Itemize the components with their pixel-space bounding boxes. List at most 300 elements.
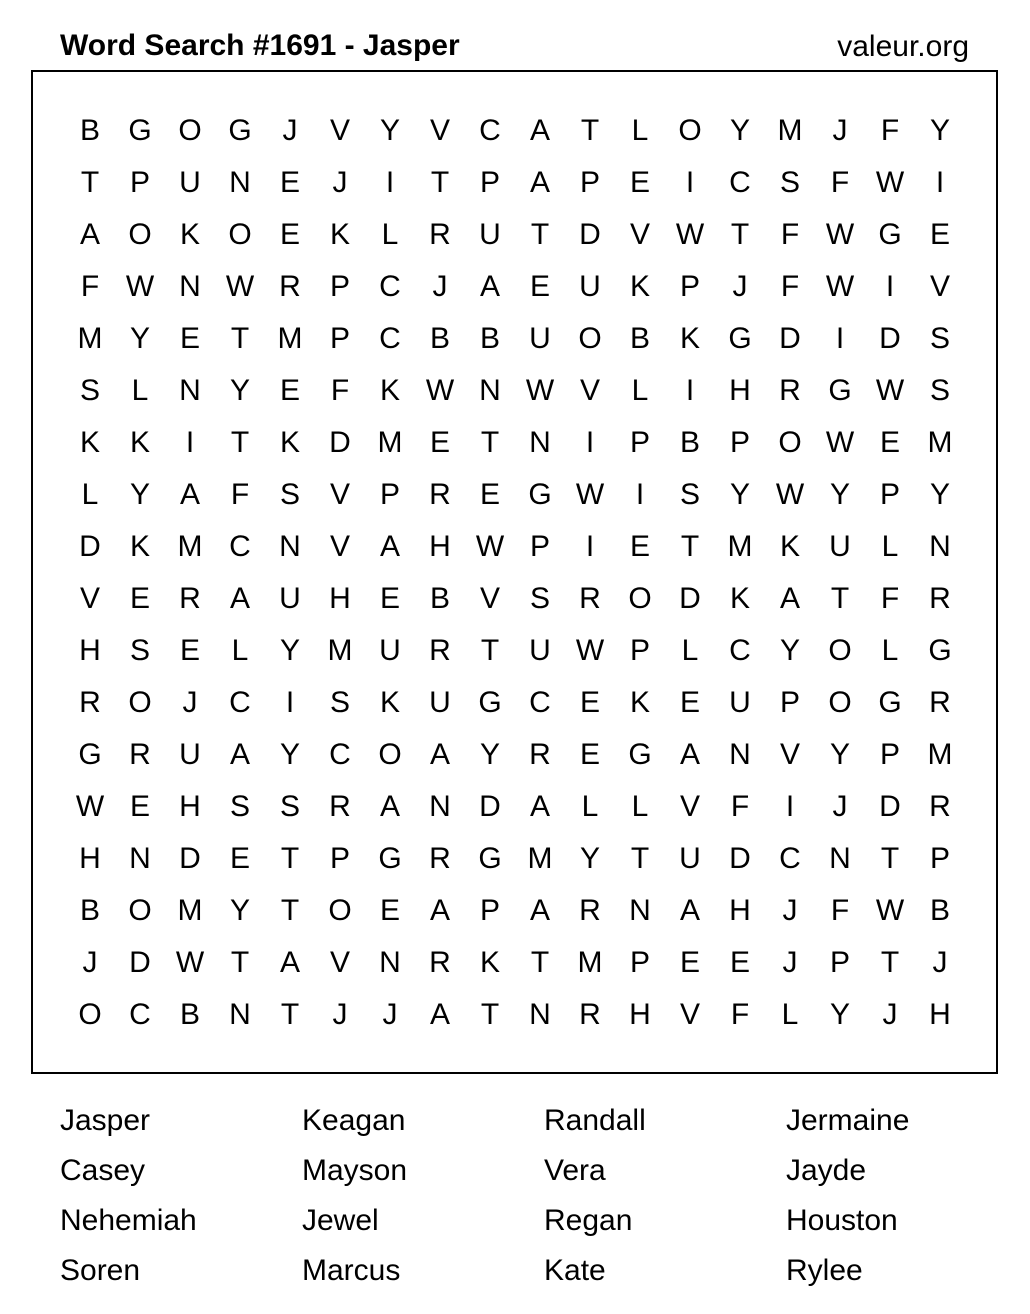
- grid-letter: C: [729, 634, 751, 667]
- grid-letter: S: [329, 686, 350, 719]
- word-list-item: Soren: [60, 1254, 141, 1287]
- word-list-item: Houston: [786, 1204, 898, 1237]
- grid-letter: E: [179, 634, 200, 667]
- grid-letter: V: [329, 478, 350, 511]
- grid-letter: N: [229, 166, 251, 199]
- grid-letter: L: [81, 478, 99, 511]
- grid-letter: N: [379, 946, 401, 979]
- grid-letter: C: [329, 738, 351, 771]
- grid-letter: Y: [129, 322, 150, 355]
- puzzle-grid: [31, 70, 998, 1074]
- grid-letter: G: [228, 114, 252, 147]
- grid-letter: H: [729, 894, 751, 927]
- grid-letter: P: [829, 946, 850, 979]
- grid-letter: C: [379, 270, 401, 303]
- grid-letter: L: [581, 790, 599, 823]
- grid-letter: R: [429, 218, 451, 251]
- grid-letter: H: [729, 374, 751, 407]
- grid-letter: K: [179, 218, 200, 251]
- grid-letter: D: [579, 218, 601, 251]
- page-title: Word Search #1691 - Jasper: [60, 29, 460, 62]
- grid-letter: L: [631, 374, 649, 407]
- grid-letter: W: [675, 218, 705, 251]
- grid-letter: J: [182, 686, 198, 719]
- grid-letter: A: [179, 478, 200, 511]
- grid-letter: T: [730, 218, 750, 251]
- grid-letter: P: [879, 478, 900, 511]
- grid-letter: T: [230, 322, 250, 355]
- word-list-item: Vera: [544, 1154, 606, 1187]
- grid-letter: Y: [229, 374, 250, 407]
- grid-letter: O: [328, 894, 352, 927]
- grid-letter: N: [829, 842, 851, 875]
- grid-letter: E: [129, 790, 150, 823]
- grid-letter: Y: [279, 738, 300, 771]
- grid-letter: F: [830, 166, 850, 199]
- grid-letter: T: [230, 946, 250, 979]
- grid-letter: E: [579, 738, 600, 771]
- grid-letter: U: [179, 738, 201, 771]
- grid-letter: P: [629, 426, 650, 459]
- grid-letter: S: [79, 374, 100, 407]
- grid-letter: E: [729, 946, 750, 979]
- grid-letter: P: [379, 478, 400, 511]
- grid-letter: W: [125, 270, 155, 303]
- grid-letter: J: [382, 998, 398, 1031]
- grid-letter: P: [129, 166, 150, 199]
- grid-letter: S: [929, 322, 950, 355]
- grid-letter: L: [681, 634, 699, 667]
- grid-letter: V: [79, 582, 100, 615]
- site-name: valeur.org: [837, 30, 969, 63]
- grid-letter: E: [529, 270, 550, 303]
- grid-letter: T: [880, 842, 900, 875]
- word-list-item: Keagan: [302, 1104, 406, 1137]
- grid-letter: T: [480, 426, 500, 459]
- grid-letter: T: [230, 426, 250, 459]
- word-list-item: Jasper: [60, 1104, 151, 1137]
- grid-letter: R: [79, 686, 101, 719]
- word-list-item: Regan: [544, 1204, 633, 1237]
- grid-letter: I: [635, 478, 645, 511]
- grid-letter: E: [929, 218, 950, 251]
- word-list: [60, 1096, 1020, 1306]
- word-list-item: Nehemiah: [60, 1204, 197, 1237]
- grid-letter: H: [429, 530, 451, 563]
- grid-letter: N: [479, 374, 501, 407]
- grid-letter: A: [279, 946, 300, 979]
- grid-letter: O: [228, 218, 252, 251]
- grid-letter: M: [927, 738, 953, 771]
- letter-grid: [33, 72, 996, 1072]
- grid-letter: N: [529, 998, 551, 1031]
- grid-letter: H: [929, 998, 951, 1031]
- grid-letter: O: [628, 582, 652, 615]
- grid-letter: O: [828, 686, 852, 719]
- grid-letter: V: [629, 218, 650, 251]
- grid-letter: J: [82, 946, 98, 979]
- grid-letter: Y: [829, 998, 850, 1031]
- word-list-item: Mayson: [302, 1154, 408, 1187]
- grid-letter: E: [279, 374, 300, 407]
- grid-letter: D: [179, 842, 201, 875]
- grid-letter: E: [179, 322, 200, 355]
- grid-letter: I: [585, 530, 595, 563]
- grid-letter: R: [579, 998, 601, 1031]
- grid-letter: S: [779, 166, 800, 199]
- grid-letter: S: [229, 790, 250, 823]
- grid-letter: K: [379, 374, 400, 407]
- grid-letter: O: [778, 426, 802, 459]
- grid-letter: B: [929, 894, 950, 927]
- grid-letter: H: [79, 842, 101, 875]
- grid-letter: F: [80, 270, 100, 303]
- grid-letter: K: [629, 686, 650, 719]
- grid-letter: G: [478, 686, 502, 719]
- grid-letter: A: [679, 738, 700, 771]
- grid-letter: A: [79, 218, 100, 251]
- grid-letter: C: [479, 114, 501, 147]
- word-list-item: Rylee: [786, 1254, 863, 1287]
- grid-letter: U: [529, 322, 551, 355]
- grid-letter: T: [480, 634, 500, 667]
- grid-letter: U: [479, 218, 501, 251]
- grid-letter: K: [279, 426, 300, 459]
- grid-letter: R: [929, 790, 951, 823]
- grid-letter: C: [379, 322, 401, 355]
- grid-letter: M: [577, 946, 603, 979]
- grid-letter: S: [679, 478, 700, 511]
- grid-letter: T: [630, 842, 650, 875]
- grid-letter: D: [729, 842, 751, 875]
- grid-letter: T: [680, 530, 700, 563]
- grid-letter: T: [280, 998, 300, 1031]
- grid-letter: R: [279, 270, 301, 303]
- grid-letter: B: [179, 998, 200, 1031]
- grid-letter: M: [277, 322, 303, 355]
- grid-letter: Y: [279, 634, 300, 667]
- grid-letter: M: [177, 530, 203, 563]
- grid-letter: E: [279, 218, 300, 251]
- grid-letter: T: [880, 946, 900, 979]
- grid-letter: K: [379, 686, 400, 719]
- grid-letter: V: [579, 374, 600, 407]
- grid-letter: H: [629, 998, 651, 1031]
- grid-letter: B: [429, 582, 450, 615]
- grid-letter: O: [128, 894, 152, 927]
- grid-letter: A: [779, 582, 800, 615]
- grid-letter: L: [781, 998, 799, 1031]
- grid-letter: R: [429, 634, 451, 667]
- grid-letter: A: [429, 894, 450, 927]
- grid-letter: R: [579, 894, 601, 927]
- grid-letter: M: [927, 426, 953, 459]
- grid-letter: J: [332, 998, 348, 1031]
- grid-letter: W: [575, 634, 605, 667]
- grid-letter: K: [679, 322, 700, 355]
- grid-letter: W: [775, 478, 805, 511]
- grid-letter: W: [875, 894, 905, 927]
- grid-letter: V: [429, 114, 450, 147]
- grid-letter: O: [178, 114, 202, 147]
- grid-letter: S: [279, 478, 300, 511]
- grid-letter: A: [529, 114, 550, 147]
- grid-letter: R: [929, 582, 951, 615]
- grid-letter: N: [529, 426, 551, 459]
- grid-letter: I: [185, 426, 195, 459]
- grid-letter: G: [928, 634, 952, 667]
- grid-letter: N: [279, 530, 301, 563]
- grid-letter: E: [579, 686, 600, 719]
- grid-letter: P: [879, 738, 900, 771]
- grid-letter: D: [879, 322, 901, 355]
- grid-letter: L: [881, 530, 899, 563]
- grid-letter: T: [830, 582, 850, 615]
- grid-letter: T: [280, 842, 300, 875]
- grid-letter: U: [379, 634, 401, 667]
- grid-letter: K: [779, 530, 800, 563]
- grid-letter: E: [629, 530, 650, 563]
- grid-letter: Y: [229, 894, 250, 927]
- grid-letter: P: [679, 270, 700, 303]
- grid-letter: R: [429, 946, 451, 979]
- grid-letter: Y: [729, 478, 750, 511]
- grid-letter: I: [585, 426, 595, 459]
- grid-letter: O: [678, 114, 702, 147]
- grid-letter: T: [580, 114, 600, 147]
- grid-letter: I: [885, 270, 895, 303]
- grid-letter: E: [379, 894, 400, 927]
- grid-letter: O: [128, 218, 152, 251]
- grid-letter: F: [330, 374, 350, 407]
- grid-letter: A: [229, 582, 250, 615]
- grid-letter: L: [231, 634, 249, 667]
- grid-letter: F: [730, 790, 750, 823]
- grid-letter: K: [729, 582, 750, 615]
- grid-letter: L: [631, 114, 649, 147]
- grid-letter: I: [285, 686, 295, 719]
- grid-letter: C: [779, 842, 801, 875]
- word-list-item: Marcus: [302, 1254, 401, 1287]
- grid-letter: J: [332, 166, 348, 199]
- grid-letter: D: [679, 582, 701, 615]
- grid-letter: R: [429, 842, 451, 875]
- grid-letter: V: [329, 530, 350, 563]
- grid-letter: J: [832, 790, 848, 823]
- grid-letter: R: [579, 582, 601, 615]
- grid-letter: B: [479, 322, 500, 355]
- grid-letter: U: [529, 634, 551, 667]
- grid-letter: A: [379, 530, 400, 563]
- grid-letter: G: [628, 738, 652, 771]
- grid-letter: C: [529, 686, 551, 719]
- grid-letter: E: [129, 582, 150, 615]
- grid-letter: P: [479, 894, 500, 927]
- grid-letter: W: [875, 166, 905, 199]
- grid-letter: E: [229, 842, 250, 875]
- grid-letter: N: [229, 998, 251, 1031]
- grid-letter: R: [779, 374, 801, 407]
- grid-letter: M: [777, 114, 803, 147]
- grid-letter: A: [229, 738, 250, 771]
- grid-letter: T: [530, 946, 550, 979]
- grid-letter: R: [179, 582, 201, 615]
- grid-letter: K: [79, 426, 100, 459]
- grid-letter: T: [280, 894, 300, 927]
- grid-letter: W: [425, 374, 455, 407]
- grid-letter: P: [729, 426, 750, 459]
- grid-letter: W: [225, 270, 255, 303]
- grid-letter: D: [779, 322, 801, 355]
- word-list-item: Jayde: [786, 1154, 867, 1187]
- grid-letter: F: [880, 582, 900, 615]
- grid-letter: A: [679, 894, 700, 927]
- grid-letter: J: [282, 114, 298, 147]
- grid-letter: N: [929, 530, 951, 563]
- grid-letter: F: [830, 894, 850, 927]
- grid-letter: K: [129, 426, 150, 459]
- grid-letter: S: [279, 790, 300, 823]
- grid-letter: W: [475, 530, 505, 563]
- grid-letter: G: [478, 842, 502, 875]
- grid-letter: G: [78, 738, 102, 771]
- grid-letter: Y: [779, 634, 800, 667]
- grid-letter: M: [177, 894, 203, 927]
- word-list-item: Casey: [60, 1154, 146, 1187]
- grid-letter: S: [129, 634, 150, 667]
- grid-letter: V: [329, 114, 350, 147]
- grid-letter: R: [929, 686, 951, 719]
- grid-letter: H: [179, 790, 201, 823]
- grid-letter: B: [79, 114, 100, 147]
- grid-letter: L: [381, 218, 399, 251]
- grid-letter: A: [479, 270, 500, 303]
- word-list-item: Jermaine: [786, 1104, 910, 1137]
- grid-letter: Y: [829, 738, 850, 771]
- grid-letter: W: [575, 478, 605, 511]
- grid-letter: E: [679, 686, 700, 719]
- grid-letter: K: [329, 218, 350, 251]
- grid-letter: V: [779, 738, 800, 771]
- grid-letter: A: [529, 790, 550, 823]
- grid-letter: P: [329, 322, 350, 355]
- grid-letter: N: [179, 374, 201, 407]
- grid-letter: K: [629, 270, 650, 303]
- grid-letter: E: [679, 946, 700, 979]
- grid-letter: H: [79, 634, 101, 667]
- grid-letter: J: [932, 946, 948, 979]
- grid-letter: D: [79, 530, 101, 563]
- grid-letter: B: [79, 894, 100, 927]
- grid-letter: C: [129, 998, 151, 1031]
- grid-letter: Y: [379, 114, 400, 147]
- grid-letter: S: [529, 582, 550, 615]
- grid-letter: A: [529, 894, 550, 927]
- grid-letter: M: [377, 426, 403, 459]
- grid-letter: P: [779, 686, 800, 719]
- grid-letter: V: [679, 998, 700, 1031]
- grid-letter: D: [879, 790, 901, 823]
- grid-letter: W: [175, 946, 205, 979]
- grid-letter: C: [229, 686, 251, 719]
- grid-letter: A: [429, 738, 450, 771]
- grid-letter: E: [279, 166, 300, 199]
- grid-letter: J: [732, 270, 748, 303]
- grid-letter: T: [530, 218, 550, 251]
- grid-letter: R: [329, 790, 351, 823]
- grid-letter: T: [80, 166, 100, 199]
- grid-letter: F: [230, 478, 250, 511]
- grid-letter: V: [929, 270, 950, 303]
- word-list-item: Kate: [544, 1254, 606, 1287]
- grid-letter: Y: [129, 478, 150, 511]
- grid-letter: G: [878, 218, 902, 251]
- grid-letter: A: [379, 790, 400, 823]
- grid-letter: W: [825, 426, 855, 459]
- grid-letter: M: [327, 634, 353, 667]
- grid-letter: U: [429, 686, 451, 719]
- grid-letter: Y: [479, 738, 500, 771]
- grid-letter: W: [75, 790, 105, 823]
- grid-letter: P: [629, 946, 650, 979]
- grid-letter: W: [825, 270, 855, 303]
- grid-letter: T: [430, 166, 450, 199]
- grid-letter: K: [129, 530, 150, 563]
- grid-letter: Y: [829, 478, 850, 511]
- grid-letter: I: [835, 322, 845, 355]
- grid-letter: G: [528, 478, 552, 511]
- grid-letter: V: [679, 790, 700, 823]
- grid-letter: C: [229, 530, 251, 563]
- grid-letter: F: [780, 218, 800, 251]
- grid-letter: L: [881, 634, 899, 667]
- grid-letter: R: [529, 738, 551, 771]
- grid-letter: P: [629, 634, 650, 667]
- grid-letter: I: [785, 790, 795, 823]
- grid-letter: I: [685, 166, 695, 199]
- grid-letter: O: [78, 998, 102, 1031]
- grid-letter: J: [782, 946, 798, 979]
- grid-letter: M: [527, 842, 553, 875]
- grid-letter: J: [882, 998, 898, 1031]
- grid-letter: E: [629, 166, 650, 199]
- grid-letter: N: [729, 738, 751, 771]
- grid-letter: O: [828, 634, 852, 667]
- grid-letter: G: [728, 322, 752, 355]
- grid-letter: P: [929, 842, 950, 875]
- grid-letter: H: [329, 582, 351, 615]
- grid-letter: V: [329, 946, 350, 979]
- grid-letter: I: [935, 166, 945, 199]
- grid-letter: C: [729, 166, 751, 199]
- word-list-item: Jewel: [302, 1204, 379, 1237]
- grid-letter: R: [429, 478, 451, 511]
- grid-letter: E: [429, 426, 450, 459]
- grid-letter: F: [880, 114, 900, 147]
- grid-letter: U: [279, 582, 301, 615]
- grid-letter: Y: [729, 114, 750, 147]
- grid-letter: T: [480, 998, 500, 1031]
- grid-letter: I: [685, 374, 695, 407]
- grid-letter: L: [631, 790, 649, 823]
- grid-letter: I: [385, 166, 395, 199]
- grid-letter: K: [479, 946, 500, 979]
- grid-letter: A: [429, 998, 450, 1031]
- grid-letter: P: [529, 530, 550, 563]
- grid-letter: P: [329, 270, 350, 303]
- grid-letter: Y: [929, 478, 950, 511]
- grid-letter: F: [780, 270, 800, 303]
